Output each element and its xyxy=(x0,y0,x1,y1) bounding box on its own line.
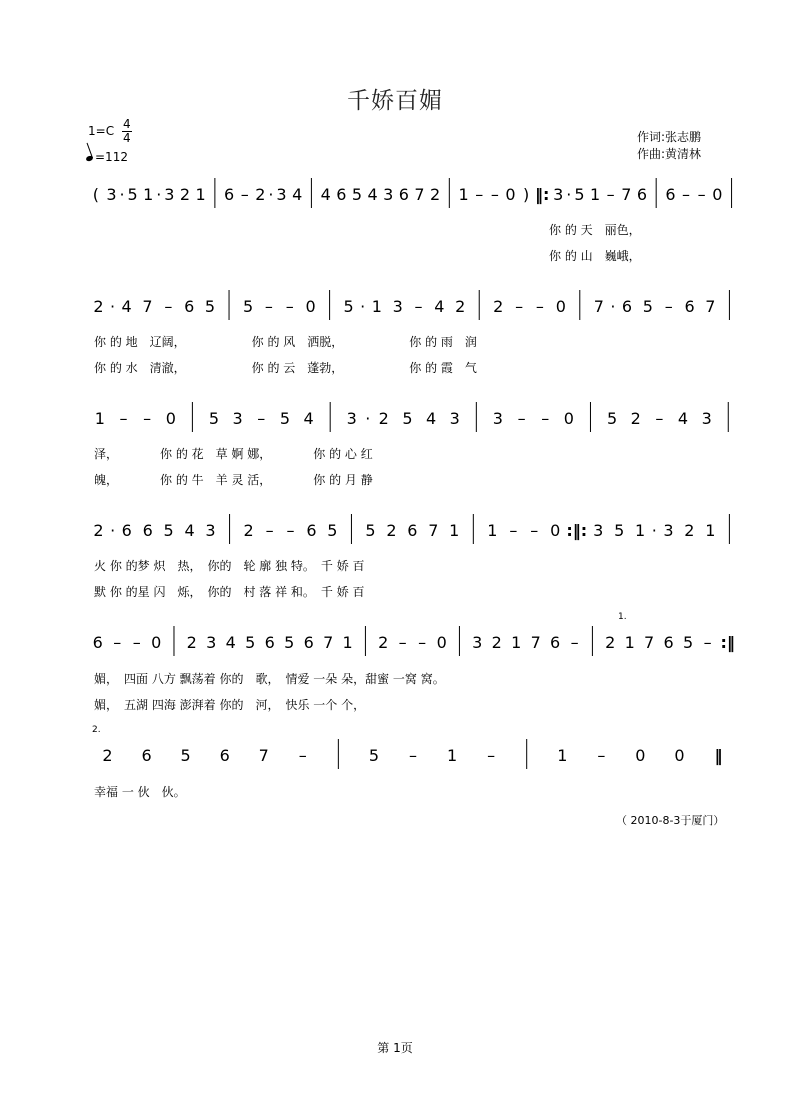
note-digit: 5 xyxy=(365,521,376,540)
note-digit: – xyxy=(418,633,427,652)
note-digit: 6 xyxy=(621,297,633,316)
note-digit: 1 xyxy=(624,633,635,652)
note-digit: 1 xyxy=(487,521,498,540)
note-digit: 5 xyxy=(284,633,295,652)
note-digit: ‖ xyxy=(714,746,723,765)
note-digit: – xyxy=(298,746,307,765)
note-digit: 6 xyxy=(224,185,235,204)
note-digit: 6 xyxy=(663,633,674,652)
note-digit: 3 xyxy=(553,185,564,204)
note-digit: 1 xyxy=(705,521,716,540)
note-digit: 4 xyxy=(426,409,437,428)
notation-system-4 xyxy=(86,512,740,548)
staff-1 xyxy=(86,176,740,212)
time-signature-top: 4 xyxy=(123,117,131,131)
note-digit: ( xyxy=(92,185,99,204)
note-digit: – xyxy=(240,185,249,204)
note-digit: 2 xyxy=(179,185,191,204)
note-digit: – xyxy=(606,185,615,204)
lyric-line: 默 你 的星 闪 烁， 你的 村 落 祥 和。 千 娇 百 xyxy=(94,585,365,599)
notation-system-3 xyxy=(86,400,740,436)
note-digit: 6 xyxy=(121,521,132,540)
note-digit: 2 xyxy=(378,633,389,652)
dot-mark: · xyxy=(156,185,162,204)
note-digit: 2 xyxy=(102,746,113,765)
notation-system-1 xyxy=(86,176,740,212)
lyric-line: 媚， 五湖 四海 澎湃着 你的 河， 快乐 一个 个， xyxy=(94,698,366,712)
note-digit: 5 xyxy=(127,185,138,204)
note-digit: 4 xyxy=(677,409,689,428)
note-digit: 7 xyxy=(530,633,541,652)
note-digit: 4 xyxy=(225,633,236,652)
note-digit: 7 xyxy=(323,633,334,652)
dot-mark: · xyxy=(651,521,657,540)
dot-mark: · xyxy=(610,297,616,316)
note-digit: 0 xyxy=(305,297,316,316)
note-digit: 4 xyxy=(367,185,378,204)
note-digit: 5 xyxy=(642,297,653,316)
lyric-line: 媚， 四面 八方 飘荡着 你的 歌， 情爱 一朵 朵，甜蜜 一窝 窝。 xyxy=(94,672,445,686)
note-digit: 4 xyxy=(121,297,132,316)
note-digit: 0 xyxy=(550,521,561,540)
note-digit: 6 xyxy=(92,633,103,652)
note-digit: 2 xyxy=(429,185,441,204)
note-digit: 3 xyxy=(164,185,175,204)
lyric-line: 你 的 地 辽阔， 你 的 风 洒脱， 你 的 雨 润 xyxy=(94,335,477,349)
time-signature xyxy=(122,118,132,145)
note-digit: 0 xyxy=(555,297,566,316)
note-digit: – xyxy=(143,409,152,428)
note-digit: 3 xyxy=(232,409,243,428)
note-digit: 5 xyxy=(614,521,625,540)
note-digit: 7 xyxy=(593,297,604,316)
note-digit: – xyxy=(113,633,122,652)
note-digit: – xyxy=(597,746,606,765)
note-digit: – xyxy=(164,297,173,316)
note-digit: – xyxy=(119,409,128,428)
note-digit: 3 xyxy=(492,409,503,428)
lyric-line: 魄， 你 的 牛 羊 灵 活， 你 的 月 静 xyxy=(94,473,373,487)
note-digit: 6 xyxy=(398,185,409,204)
note-digit: :‖: xyxy=(566,521,588,540)
note-digit: – xyxy=(541,409,550,428)
note-digit: 2 xyxy=(493,297,504,316)
staff-3 xyxy=(86,400,740,436)
note-digit: 3 xyxy=(346,409,357,428)
note-digit: 2 xyxy=(243,521,254,540)
note-digit: 3 xyxy=(701,409,712,428)
dot-mark: · xyxy=(109,297,116,316)
note-digit: 5 xyxy=(343,297,354,316)
note-digit: ‖: xyxy=(534,185,550,204)
note-digit: 2 xyxy=(186,633,197,652)
note-digit: 3 xyxy=(472,633,483,652)
note-digit: 4 xyxy=(434,297,445,316)
note-digit: 6 xyxy=(142,521,153,540)
note-digit: – xyxy=(535,297,544,316)
dot-mark: · xyxy=(268,185,274,204)
note-digit: 1 xyxy=(342,633,353,652)
note-digit: 7 xyxy=(414,185,425,204)
note-digit: 4 xyxy=(292,185,303,204)
note-digit: – xyxy=(570,633,579,652)
note-digit: 3 xyxy=(206,633,217,652)
note-digit: 7 xyxy=(428,521,439,540)
note-digit: 1 xyxy=(449,521,460,540)
note-digit: – xyxy=(697,185,706,204)
notation-system-6 xyxy=(86,737,740,773)
note-digit: 1 xyxy=(94,409,105,428)
note-digit: 2 xyxy=(386,521,397,540)
song-title: 千娇百媚 xyxy=(347,88,443,114)
note-digit: – xyxy=(475,185,484,204)
note-digit: 0 xyxy=(436,633,447,652)
note-digit: 5 xyxy=(163,521,174,540)
note-digit: – xyxy=(265,521,274,540)
note-digit: – xyxy=(515,297,524,316)
note-digit: 5 xyxy=(180,746,191,765)
note-digit: 7 xyxy=(258,746,269,765)
note-digit: 5 xyxy=(245,633,256,652)
notation-system-5 xyxy=(86,624,740,660)
note-digit: 6 xyxy=(264,633,275,652)
lyric-line: 幸福 一 伙 伙。 xyxy=(94,785,186,799)
note-digit: 5 xyxy=(368,746,380,765)
note-digit: 0 xyxy=(712,185,723,204)
note-digit: 1 xyxy=(458,185,469,204)
note-digit: 2 xyxy=(255,185,266,204)
note-digit: – xyxy=(286,521,295,540)
note-digit: – xyxy=(682,185,691,204)
composer: 作曲:黄清林 xyxy=(637,147,702,161)
note-digit: – xyxy=(285,297,294,316)
notation-system-2 xyxy=(86,288,740,324)
note-digit: – xyxy=(530,521,539,540)
note-digit: 7 xyxy=(705,297,716,316)
note-digit: 1 xyxy=(371,297,382,316)
note-digit: – xyxy=(257,409,266,428)
key-signature: 1=C xyxy=(88,124,115,138)
note-digit: 2 xyxy=(491,633,502,652)
note-digit: 7 xyxy=(621,185,632,204)
volta-2: 2. xyxy=(92,725,101,735)
quarter-note-icon xyxy=(85,155,93,162)
dot-mark: · xyxy=(365,409,371,428)
note-digit: 6 xyxy=(303,633,314,652)
note-digit: – xyxy=(490,185,499,204)
note-digit: 6 xyxy=(306,521,317,540)
note-digit: – xyxy=(264,297,273,316)
note-digit: – xyxy=(414,297,423,316)
note-digit: – xyxy=(509,521,518,540)
note-digit: – xyxy=(655,409,664,428)
date-note: （ 2010-8-3于厦门） xyxy=(616,814,725,827)
note-digit: 6 xyxy=(636,185,648,204)
staff-5 xyxy=(86,624,740,660)
staff-2 xyxy=(86,288,740,324)
note-digit: 2 xyxy=(93,297,104,316)
note-digit: 5 xyxy=(606,409,618,428)
note-digit: 5 xyxy=(242,297,254,316)
note-digit: :‖ xyxy=(720,633,735,652)
note-digit: 0 xyxy=(505,185,516,204)
note-digit: – xyxy=(487,746,496,765)
staff-6 xyxy=(86,737,740,773)
note-digit: 0 xyxy=(563,409,574,428)
note-digit: 6 xyxy=(550,633,561,652)
note-digit: 2 xyxy=(605,633,616,652)
note-digit: 4 xyxy=(320,185,331,204)
note-digit: 1 xyxy=(589,185,601,204)
note-digit: – xyxy=(398,633,407,652)
note-digit: 6 xyxy=(184,297,195,316)
note-digit: 3 xyxy=(449,409,460,428)
note-digit: 6 xyxy=(141,746,152,765)
note-digit: 1 xyxy=(195,185,206,204)
note-digit: – xyxy=(409,746,417,765)
note-digit: 0 xyxy=(674,746,685,765)
note-digit: 3 xyxy=(205,521,216,540)
page-number: 第 1页 xyxy=(377,1041,413,1055)
lyric-line: 泽， 你 的 花 草 婀 娜， 你 的 心 红 xyxy=(94,447,373,461)
note-digit: 3 xyxy=(276,185,287,204)
note-digit: – xyxy=(132,633,141,652)
lyric-line: 火 你 的梦 炽 热， 你的 轮 廓 独 特。 千 娇 百 xyxy=(94,559,365,573)
note-digit: 0 xyxy=(635,746,646,765)
note-digit: 5 xyxy=(204,297,216,316)
note-digit: 5 xyxy=(351,185,363,204)
lyric-line: 你 的 天 丽色， xyxy=(549,223,641,237)
note-digit: 5 xyxy=(574,185,585,204)
note-digit: 3 xyxy=(383,185,394,204)
note-digit: 3 xyxy=(593,521,604,540)
note-digit: 4 xyxy=(184,521,195,540)
lyric-line: 你 的 山 巍峨， xyxy=(549,249,641,263)
note-digit: 2 xyxy=(378,409,389,428)
note-digit: 6 xyxy=(407,521,418,540)
lyricist: 作词:张志鹏 xyxy=(637,130,702,144)
note-digit: 3 xyxy=(392,297,403,316)
time-signature-bottom: 4 xyxy=(123,131,131,145)
note-digit: 6 xyxy=(336,185,347,204)
note-digit: 5 xyxy=(402,409,413,428)
note-digit: 2 xyxy=(455,297,466,316)
note-digit: 2 xyxy=(684,521,695,540)
note-digit: – xyxy=(517,409,526,428)
note-digit: ) xyxy=(522,185,530,204)
note-digit: 5 xyxy=(327,521,338,540)
dot-mark: · xyxy=(119,185,125,204)
note-digit: 0 xyxy=(151,633,162,652)
note-digit: 1 xyxy=(511,633,522,652)
note-digit: – xyxy=(664,297,673,316)
note-digit: 3 xyxy=(663,521,674,540)
note-digit: 6 xyxy=(684,297,695,316)
lyric-line: 你 的 水 清澈， 你 的 云 蓬勃， 你 的 霞 气 xyxy=(94,361,477,375)
note-digit: 6 xyxy=(665,185,676,204)
note-digit: 5 xyxy=(279,409,291,428)
note-digit: 1 xyxy=(557,746,568,765)
dot-mark: · xyxy=(110,521,116,540)
note-digit: 1 xyxy=(635,521,646,540)
volta-1: 1. xyxy=(618,612,627,622)
note-digit: 1 xyxy=(446,746,458,765)
note-digit: 7 xyxy=(142,297,153,316)
note-digit: 7 xyxy=(644,633,655,652)
note-digit: 2 xyxy=(630,409,641,428)
note-digit: 6 xyxy=(219,746,230,765)
staff-4 xyxy=(86,512,740,548)
note-digit: 5 xyxy=(208,409,220,428)
note-digit: 2 xyxy=(93,521,104,540)
tempo-marking: =112 xyxy=(86,150,128,164)
dot-mark: · xyxy=(566,185,572,204)
dot-mark: · xyxy=(360,297,366,316)
note-digit: 5 xyxy=(683,633,694,652)
note-digit: 0 xyxy=(165,409,176,428)
note-digit: 3 xyxy=(106,185,117,204)
note-digit: 1 xyxy=(143,185,154,204)
note-digit: 4 xyxy=(303,409,314,428)
note-digit: – xyxy=(703,633,712,652)
